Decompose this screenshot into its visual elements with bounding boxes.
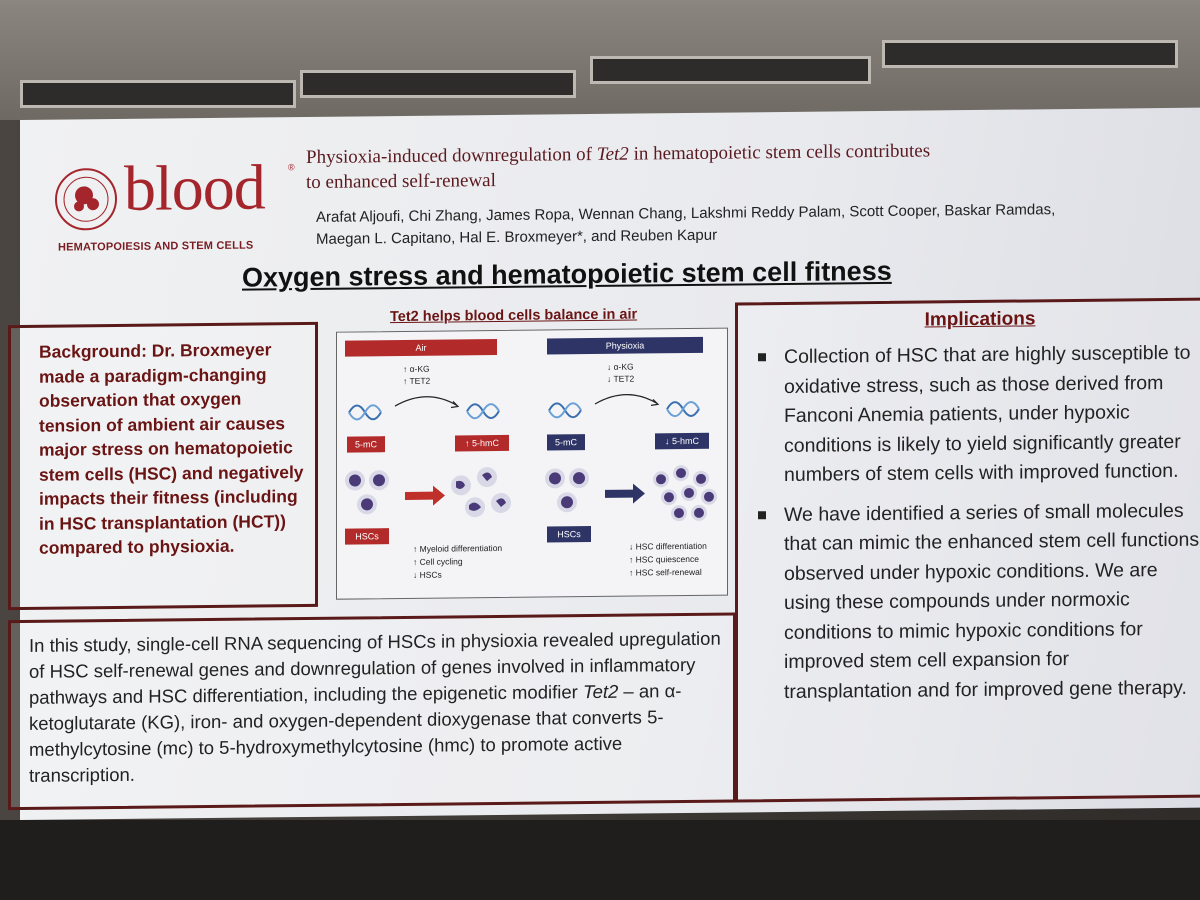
floor-shadow (0, 820, 1200, 900)
implications-box (735, 297, 1200, 802)
background-box (8, 322, 318, 610)
journal-section: HEMATOPOIESIS AND STEM CELLS (58, 239, 254, 254)
air-akg-marker: ↑ α-KG (403, 363, 430, 374)
physioxia-akg-marker: ↓ α-KG (607, 361, 634, 372)
physioxia-effect-quiescence: ↑ HSC quiescence (629, 553, 699, 565)
implication-item: Collection of HSC that are highly susceptible to oxidative stress, such as those derived from Fanconi Anemia patients, under hypoxic conditions is likely to yield significantly greater numbers of stem cells with improved function. (758, 339, 1200, 491)
ceiling-vent (882, 40, 1178, 68)
implication-item: We have identified a series of small molecules that can mimic the enhanced stem cell functions observed under hypoxic conditions. We are using these compounds under normoxic conditions to mimic hypoxic conditions for improved stem cell expansion for transplantation and for improved gene therapy. (758, 496, 1200, 707)
air-effect-myeloid: ↑ Myeloid differentiation (413, 542, 503, 554)
ceiling-vent (300, 70, 576, 98)
implications-title: Implications (924, 308, 1036, 331)
air-5mc-tag: 5-mC (347, 436, 385, 452)
physioxia-effect-differentiation: ↓ HSC differentiation (629, 540, 707, 552)
study-box (8, 613, 736, 811)
air-hsc-differentiation-icon (343, 465, 523, 527)
air-header: Air (345, 339, 497, 357)
journal-name: blood (124, 151, 265, 224)
registered-mark: ® (288, 162, 295, 173)
paper-title: Physioxia-induced downregulation of Tet2 in hematopoietic stem cells contributes to enhanced self-renewal (306, 140, 931, 194)
background-text: Background: Dr. Broxmeyer made a paradigm-changing observation that oxygen tension of ambient air causes major stress on hematopoietic stem cells (HSC) and negatively impacts their fitness (including in HSC transplantation (HCT)) compared to physioxia. (39, 339, 304, 558)
ceiling-vent (590, 56, 871, 84)
air-5hmc-tag: ↑ 5-hmC (455, 435, 509, 452)
air-hsc-tag: HSCs (345, 528, 389, 544)
physioxia-effect-self-renewal: ↑ HSC self-renewal (629, 566, 702, 578)
physioxia-5hmc-tag: ↓ 5-hmC (655, 433, 709, 450)
physioxia-5mc-tag: 5-mC (547, 434, 585, 450)
ash-seal-logo (54, 167, 118, 232)
physioxia-hsc-tag: HSCs (547, 526, 591, 542)
paper-authors: Arafat Aljoufi, Chi Zhang, James Ropa, Wennan Chang, Lakshmi Reddy Palam, Scott Cooper, Baskar Ramdas, Maegan L. Capitano, Hal E. Broxmeyer*, and Reuben Kapur (316, 201, 1056, 248)
physioxia-header: Physioxia (547, 337, 703, 355)
physioxia-hsc-expansion-icon (543, 463, 723, 525)
air-effect-hscs: ↓ HSCs (413, 569, 442, 580)
projected-slide (20, 108, 1200, 820)
physioxia-tet2-marker: ↓ TET2 (607, 373, 635, 384)
bullet-icon (758, 353, 766, 361)
slide-heading: Oxygen stress and hematopoietic stem cell fitness (242, 255, 892, 293)
ceiling-vent (20, 80, 296, 108)
air-tet2-marker: ↑ TET2 (403, 375, 431, 386)
study-text: In this study, single-cell RNA sequencing of HSCs in physioxia revealed upregulation of HSC self-renewal genes and downregulation of genes involved in inflammatory pathways and HSC differentiation, including the epigenetic modifier Tet2 – an α-ketoglutarate (KG), iron- and oxygen-dependent dioxygenase that converts 5-methylcytosine (mc) to 5-hydroxymethylcytosine (hmc) to promote active transcription. (29, 627, 721, 786)
air-effect-cycling: ↑ Cell cycling (413, 556, 463, 567)
tet2-figure (336, 328, 728, 600)
ceiling (0, 0, 1200, 120)
bullet-icon (758, 511, 766, 519)
figure-title: Tet2 helps blood cells balance in air (390, 306, 638, 326)
